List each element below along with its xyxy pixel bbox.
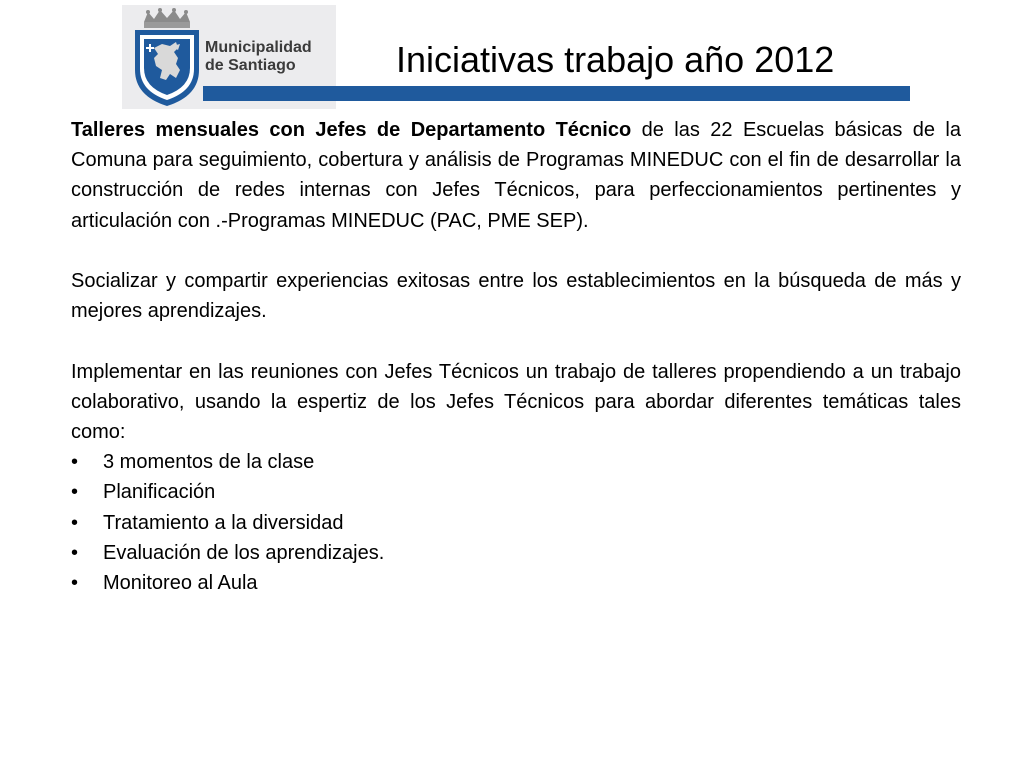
paragraph-talleres bbox=[71, 115, 961, 236]
paragraph-talleres-rest: de las 22 Escuelas básicas de la Comuna para seguimiento, cobertura y análisis de Programas MINEDUC con el fin de desarrollar la construcción de redes internas con Jefes Técnicos, para perfeccionamientos pertinentes y articulación con .-Programas MINEDUC (PAC, PME SEP). bbox=[71, 119, 961, 232]
organization-name bbox=[205, 39, 335, 75]
paragraph-implementar: Implementar en las reuniones con Jefes Técnicos un trabajo de talleres propendiendo a un trabajo colaborativo, usando la espertiz de los Jefes Técnicos para abordar diferentes temáticas tales como: bbox=[71, 360, 961, 443]
list-item bbox=[71, 508, 961, 538]
paragraph-talleres-bold: Talleres mensuales con Jefes de Departamento Técnico bbox=[71, 119, 632, 141]
bullet-icon: • bbox=[71, 451, 79, 474]
list-item bbox=[71, 568, 961, 598]
slide-title: Iniciativas trabajo año 2012 bbox=[396, 39, 835, 80]
list-item-text: Tratamiento a la diversidad bbox=[103, 511, 344, 534]
list-item-text: Planificación bbox=[103, 481, 216, 504]
list-item-text: Monitoreo al Aula bbox=[103, 572, 258, 595]
bullet-icon: • bbox=[71, 511, 79, 534]
slide-body bbox=[71, 115, 961, 598]
list-item bbox=[71, 447, 961, 477]
santiago-coat-of-arms-icon bbox=[132, 8, 202, 108]
organization-name-line-2: de Santiago bbox=[205, 57, 296, 74]
bullet-icon: • bbox=[71, 541, 79, 564]
list-item bbox=[71, 477, 961, 507]
bullet-icon: • bbox=[71, 572, 79, 595]
paragraph-socializar: Socializar y compartir experiencias exitosas entre los establecimientos en la búsqueda de más y mejores aprendizajes. bbox=[71, 270, 961, 323]
topics-list bbox=[71, 447, 961, 598]
organization-name-line-1: Municipalidad bbox=[205, 39, 312, 56]
bullet-icon: • bbox=[71, 481, 79, 504]
list-item-text: 3 momentos de la clase bbox=[103, 451, 315, 474]
list-item bbox=[71, 538, 961, 568]
list-item-text: Evaluación de los aprendizajes. bbox=[103, 541, 385, 564]
title-underline-bar bbox=[203, 86, 910, 101]
